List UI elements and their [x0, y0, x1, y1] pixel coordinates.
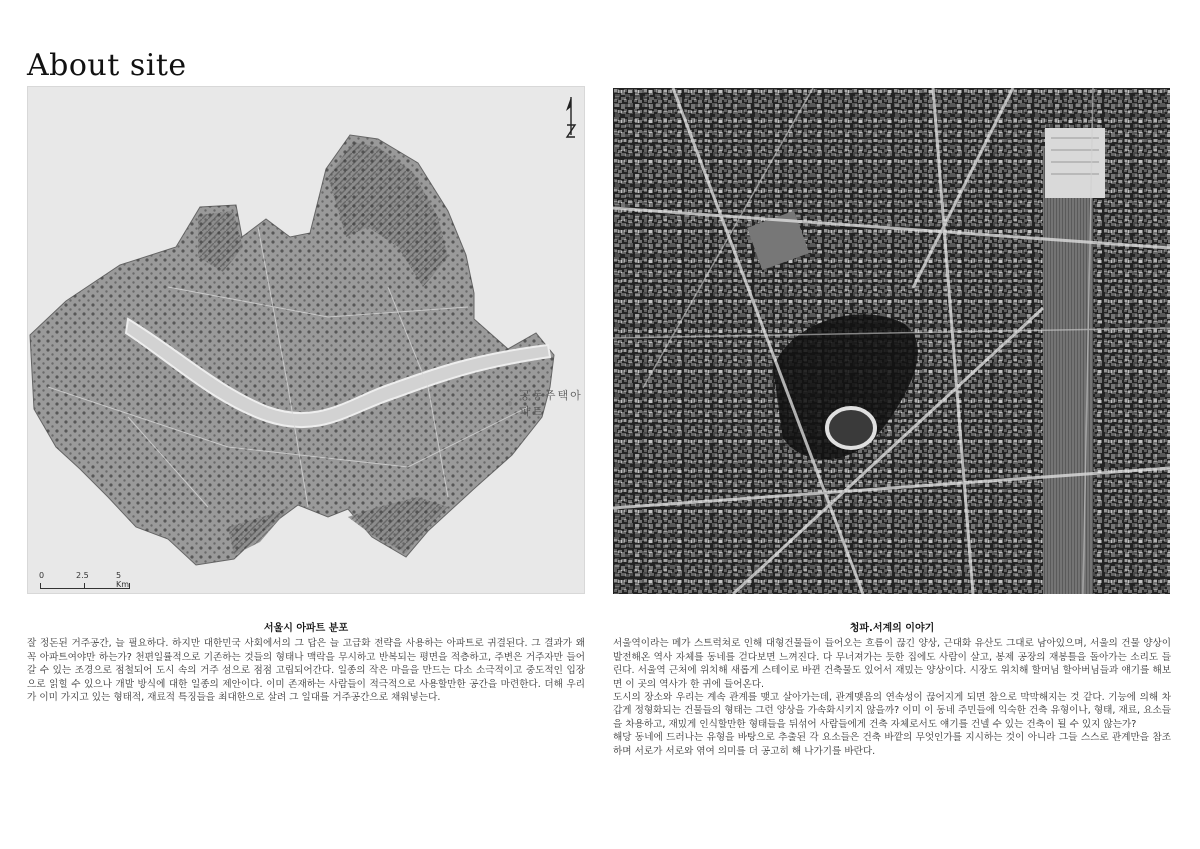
scale-bar [36, 571, 136, 591]
scale-tick-2-5: 2.5 [76, 571, 89, 580]
map-legend [508, 387, 584, 419]
right-caption-paragraph-1: 서울역이라는 메가 스트럭쳐로 인해 대형건물들이 들어오는 흐름이 끊긴 양상, 근대화 유산도 그대로 남아있으며, 서울의 건물 양상이 발전해온 역사 자체를 동네를 걷다보면 느껴진다. 다 무너져가는 듯한 집에도 사람이 살고, 봉제 공장의 재봉틀을 돌아가는 소리도 들린다. 서울역 근처에 위치해 새롭게 스테이로 바뀐 건축물도 있어서 재밌는 양상이다. 시장도 위치해 할머님 할아버님들과 얘기를 해보면 이 곳의 역사가 한 귀에 들어온다. [613, 638, 1171, 690]
scale-tick-0: 0 [39, 571, 45, 580]
left-caption-body: 잘 정돈된 거주공간, 늘 필요하다. 하지만 대한민국 사회에서의 그 답은 늘 고급화 전략을 사용하는 아파트로 귀결된다. 그 결과가 왜 꼭 아파트여야만 하는가? 천편일률적으로 기존하는 것들의 형태나 맥락을 무시하고 반복되는 평면을 적층하고, 주변은 거주자만 들어갈 수 있는 조경으로 점철되어 도시 속의 거주 섬으로 점점 고립되어간다. 일종의 작은 마을을 만드는 다소 소극적이고 중도적인 입장으로 읽힐 수 있으나 개발 방식에 대한 일종의 제안이다. 이미 존재하는 사람들이 적극적으로 사용할만한 공간을 마련한다. 더해 우리가 이미 가지고 있는 형태적, 재료적 특징들을 최대한으로 살려 그 일대를 거주공간으로 채워넣는다. [27, 638, 585, 704]
right-caption-paragraph-2: 도시의 장소와 우리는 계속 관계를 맺고 살아가는데, 관계맺음의 연속성이 끊어지게 되면 참으로 막막해지는 것 같다. 기능에 의해 차갑게 정형화되는 건물들의 형태는 그런 양상을 가속화시키지 않을까? 이미 이 동네 주민들에 익숙한 건축 유형이나, 형태, 재료, 요소들을 차용하고, 재밌게 인식할만한 형태들을 뒤섞어 사람들에게 건축 자체로서도 얘기를 건넬 수 있는 건축이 될 수 있지 않는가? [613, 692, 1171, 730]
right-caption-heading: 청파.서계의 이야기 [849, 623, 935, 634]
left-caption-heading: 서울시 아파트 분포 [263, 623, 349, 634]
page-title: About site [27, 48, 187, 83]
legend-label: 공동주택아파트 [519, 389, 583, 418]
north-arrow-icon [564, 95, 578, 153]
apartment-dots [30, 135, 554, 565]
scale-tick-5km: 5 Km [116, 571, 130, 589]
scale-mid-tick [84, 583, 85, 588]
seoul-map-graphic [28, 87, 585, 594]
scale-line [40, 583, 130, 589]
left-caption [27, 622, 585, 704]
right-caption-paragraph-3: 해당 동네에 드러나는 유형을 바탕으로 추출된 각 요소들은 건축 바깥의 무엇인가를 지시하는 것이 아니라 그들 스스로 관계만을 참조하며 서로가 서로와 엮여 의미를 더 공고히 해 나가기를 바란다. [613, 732, 1171, 757]
seoul-apartment-map [27, 86, 585, 594]
stadium [827, 408, 875, 448]
railway [1043, 148, 1093, 594]
right-caption [613, 622, 1171, 758]
legend-dot-icon [508, 401, 512, 406]
aerial-photo-graphic [613, 88, 1170, 594]
aerial-photo [613, 88, 1170, 594]
